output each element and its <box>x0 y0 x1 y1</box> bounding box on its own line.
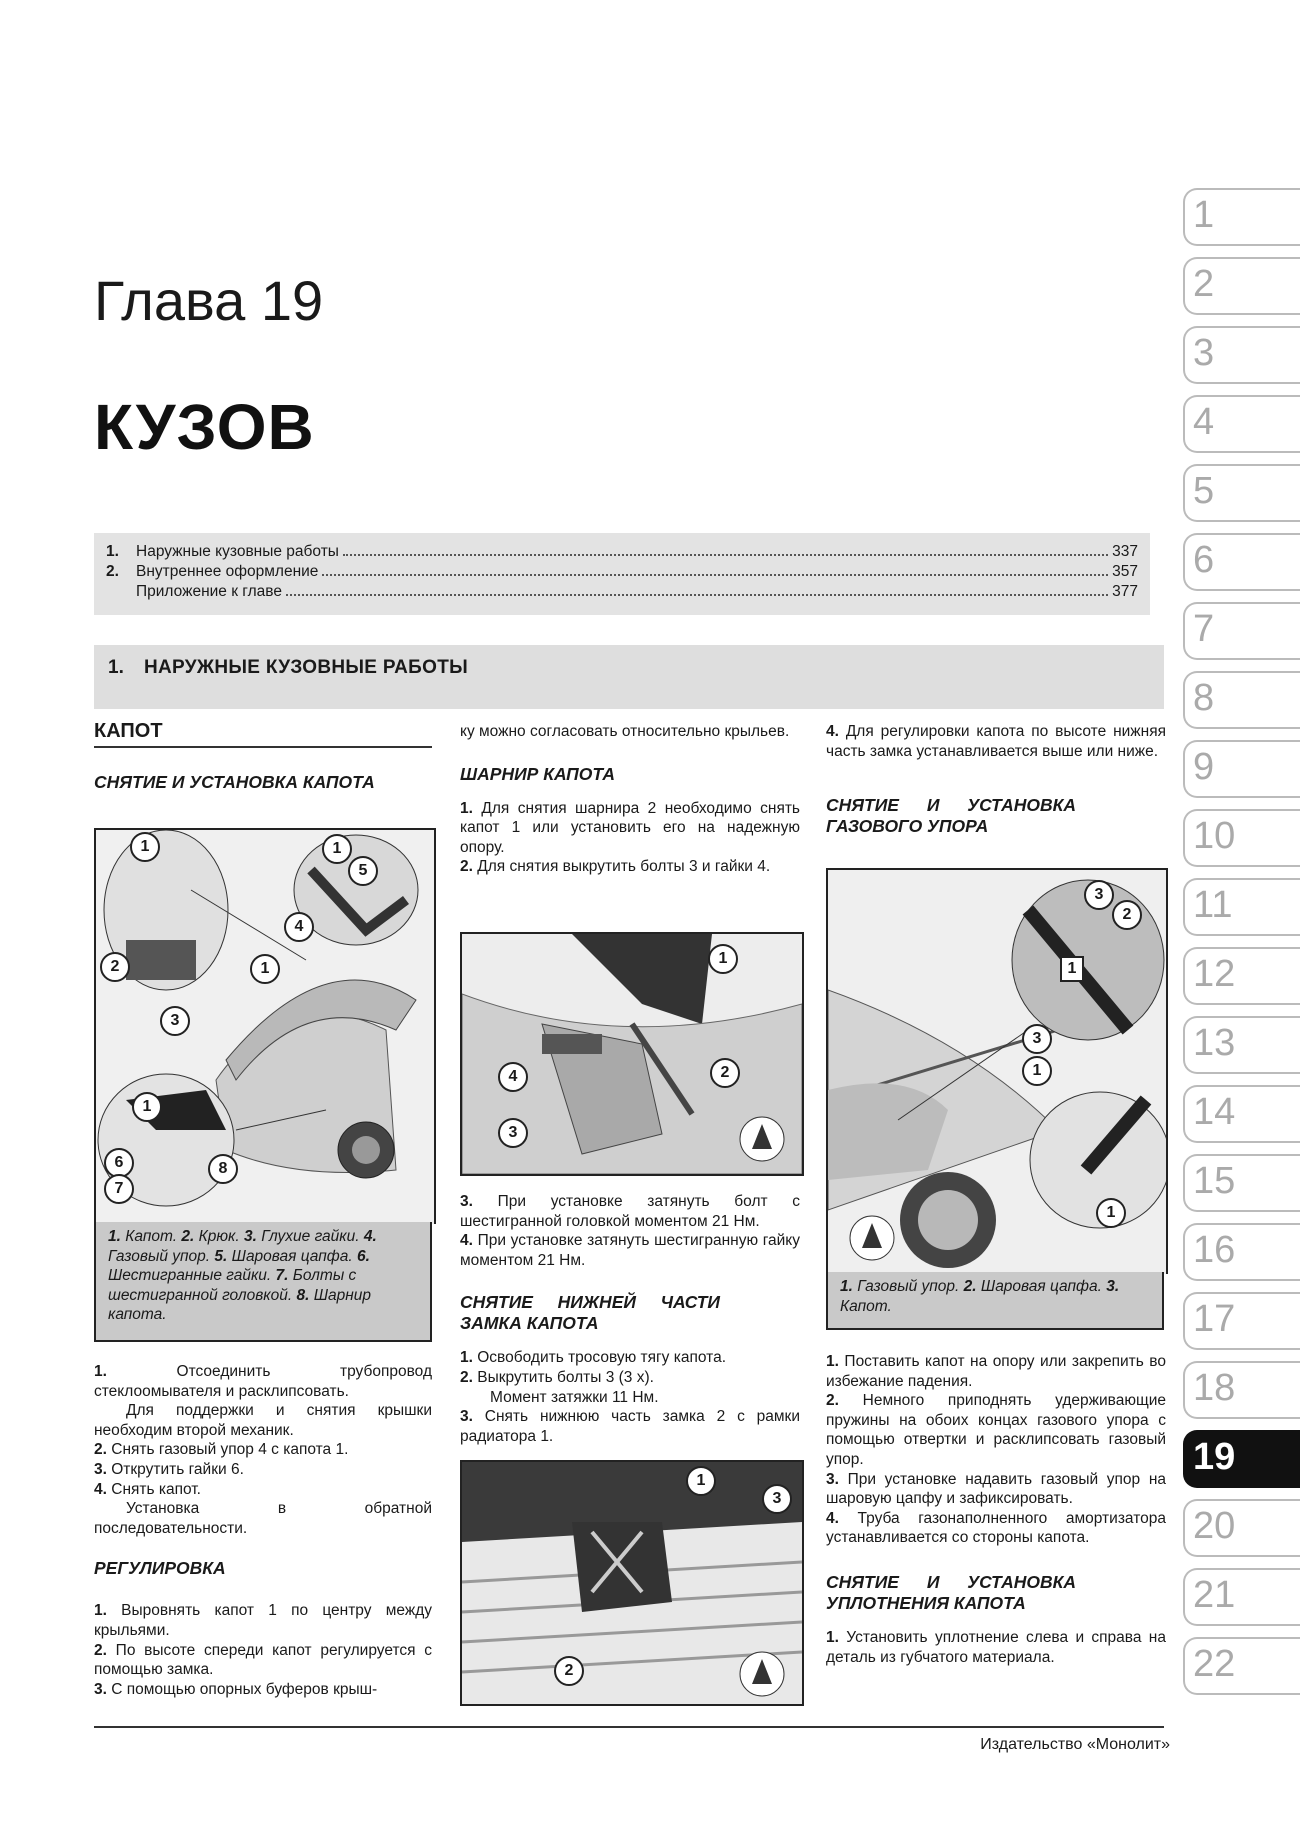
callout-3: 3 <box>762 1484 792 1514</box>
column-3 <box>826 722 1166 837</box>
callout-2: 2 <box>100 952 130 982</box>
step: 4. Снять капот. <box>94 1480 201 1498</box>
subheading-lock: СНЯТИЕ НИЖНЕЙ ЧАСТИ ЗАМКА КАПОТА <box>460 1292 720 1334</box>
step: 1. Освободить тросовую тягу капота. <box>460 1349 727 1367</box>
callout-8: 8 <box>208 1154 238 1184</box>
figure-gas-strut-caption: 1. Газовый упор. 2. Шаровая цапфа. 3. Капот. <box>826 1272 1164 1330</box>
step: 4. Для регулировки капота по высоте нижняя часть замка устанавливается выше или ниже. <box>826 723 1167 760</box>
column-1 <box>94 722 432 793</box>
callout-4: 4 <box>284 912 314 942</box>
callout-6: 6 <box>104 1148 134 1178</box>
step-note: Установка в обратной последовательности. <box>94 1500 432 1537</box>
section-title: НАРУЖНЫЕ КУЗОВНЫЕ РАБОТЫ <box>144 657 469 678</box>
step: 2. Выкрутить болты 3 (3 х). <box>460 1368 654 1386</box>
callout-3: 3 <box>498 1118 528 1148</box>
step: 1. Для снятия шарнира 2 необходимо снять капот 1 или установить его на надежную опору. <box>460 799 801 856</box>
section-header <box>94 645 1164 709</box>
step: 3. При установке надавить газовый упор на шаровую цапфу и зафиксировать. <box>826 1470 1167 1508</box>
callout-2: 2 <box>1112 900 1142 930</box>
chapter-tab[interactable]: 4 <box>1183 395 1300 453</box>
step: 2. Снять газовый упор 4 с капота 1. <box>94 1441 349 1459</box>
toc-page: 337 <box>1112 543 1138 560</box>
chapter-tab-active[interactable]: 19 <box>1183 1430 1300 1488</box>
chapter-tab[interactable]: 8 <box>1183 671 1300 729</box>
toc-num: 1. <box>106 543 119 560</box>
toc-leader <box>343 554 1108 556</box>
chapter-tab[interactable]: 21 <box>1183 1568 1300 1626</box>
chapter-tab[interactable]: 20 <box>1183 1499 1300 1557</box>
chapter-tab[interactable]: 3 <box>1183 326 1300 384</box>
toc-leader <box>286 594 1108 596</box>
toc-leader <box>322 574 1108 576</box>
chapter-tab[interactable]: 9 <box>1183 740 1300 798</box>
step: 3. Открутить гайки 6. <box>94 1460 244 1478</box>
chapter-tab[interactable]: 13 <box>1183 1016 1300 1074</box>
step: 2. Немного приподнять удерживающие пружины на обоих концах газового упора с помощью отвертки и расклипсовать газовый упор. <box>826 1392 1166 1468</box>
column-3-text <box>826 1352 1166 1667</box>
callout-5: 5 <box>348 856 378 886</box>
step: 1. Отсоединить трубопровод стеклоомывателя и расклипсовать. <box>94 1363 432 1400</box>
chapter-tab[interactable]: 10 <box>1183 809 1300 867</box>
column-2 <box>460 722 800 877</box>
chapter-label: Глава 19 <box>94 269 324 332</box>
heading-hood: КАПОТ <box>94 722 432 748</box>
toc-page: 357 <box>1112 563 1138 580</box>
toc-num: 2. <box>106 563 119 580</box>
lock-diagram <box>462 1462 802 1704</box>
step: 1. Поставить капот на опору или закрепить во избежание падения. <box>826 1353 1166 1390</box>
subheading-adjustment: РЕГУЛИРОВКА <box>94 1558 226 1579</box>
toc-text: Приложение к главе <box>136 583 282 600</box>
section-number: 1. <box>108 657 124 678</box>
chapter-tab[interactable]: 18 <box>1183 1361 1300 1419</box>
callout-4: 4 <box>498 1062 528 1092</box>
chapter-tab[interactable]: 5 <box>1183 464 1300 522</box>
subheading-seal: СНЯТИЕ И УСТАНОВКА УПЛОТНЕНИЯ КАПОТА <box>826 1571 1076 1613</box>
figure-hood <box>94 828 436 1224</box>
step: 4. Труба газонаполненного амортизатора устанавливается со стороны капота. <box>826 1509 1166 1547</box>
toc-row[interactable] <box>106 563 1138 583</box>
toc-row[interactable] <box>106 543 1138 563</box>
chapter-tab[interactable]: 7 <box>1183 602 1300 660</box>
publisher-footer: Издательство «Монолит» <box>980 1736 1170 1753</box>
step: 3. При установке затянуть болт с шестигранной головкой моментом 21 Нм. <box>460 1193 801 1230</box>
page-title: КУЗОВ <box>94 391 315 463</box>
chapter-tab[interactable]: 14 <box>1183 1085 1300 1143</box>
step-note: Момент затяжки 11 Нм. <box>490 1388 659 1406</box>
figure-lock <box>460 1460 804 1706</box>
callout-1: 1 <box>1022 1056 1052 1086</box>
step: 3. С помощью опорных буферов крыш- <box>94 1680 378 1698</box>
callout-1: 1 <box>322 834 352 864</box>
callout-3: 3 <box>160 1006 190 1036</box>
chapter-tab[interactable]: 17 <box>1183 1292 1300 1350</box>
callout-1: 1 <box>686 1466 716 1496</box>
chapter-tab[interactable]: 2 <box>1183 257 1300 315</box>
table-of-contents <box>94 533 1150 615</box>
chapter-tab[interactable]: 16 <box>1183 1223 1300 1281</box>
figure-hood-caption: 1. Капот. 2. Крюк. 3. Глухие гайки. 4. Газовый упор. 5. Шаровая цапфа. 6. Шестигранные гайки. 7. Болты с шестигранной головкой. 8. Шарнир капота. <box>94 1222 432 1342</box>
step-note: Для поддержки и снятия крышки необходим второй механик. <box>94 1402 432 1439</box>
callout-7: 7 <box>104 1174 134 1204</box>
callout-3: 3 <box>1084 880 1114 910</box>
footer-divider <box>94 1726 1164 1728</box>
subheading-hood-removal: СНЯТИЕ И УСТАНОВКА КАПОТА <box>94 771 375 792</box>
toc-text: Наружные кузовные работы <box>136 543 339 560</box>
chapter-tab[interactable]: 15 <box>1183 1154 1300 1212</box>
callout-1: 1 <box>1096 1198 1126 1228</box>
continued-text: ку можно согласовать относительно крыльев. <box>460 723 790 740</box>
toc-page: 377 <box>1112 583 1138 600</box>
callout-1: 1 <box>708 944 738 974</box>
callout-1: 1 <box>250 954 280 984</box>
chapter-tab[interactable]: 11 <box>1183 878 1300 936</box>
step: 3. Снять нижнюю часть замка 2 с рамки радиатора 1. <box>460 1408 800 1445</box>
callout-1: 1 <box>132 1092 162 1122</box>
callout-1: 1 <box>130 832 160 862</box>
step: 2. По высоте спереди капот регулируется с помощью замка. <box>94 1641 432 1679</box>
step: 2. Для снятия выкрутить болты 3 и гайки 4. <box>460 858 771 876</box>
callout-1-square: 1 <box>1060 956 1084 982</box>
subheading-hinge: ШАРНИР КАПОТА <box>460 763 616 784</box>
chapter-tab[interactable]: 6 <box>1183 533 1300 591</box>
callout-2: 2 <box>710 1058 740 1088</box>
step: 1. Выровнять капот 1 по центру между крыльями. <box>94 1602 432 1639</box>
toc-text: Внутреннее оформление <box>136 563 319 580</box>
figure-hinge <box>460 932 804 1176</box>
toc-row[interactable] <box>106 583 1138 603</box>
subheading-gas-strut: СНЯТИЕ И УСТАНОВКА ГАЗОВОГО УПОРА <box>826 795 1076 837</box>
step: 1. Установить уплотнение слева и справа на деталь из губчатого материала. <box>826 1628 1166 1666</box>
chapter-tab[interactable]: 22 <box>1183 1637 1300 1695</box>
callout-3: 3 <box>1022 1024 1052 1054</box>
step: 4. При установке затянуть шестигранную гайку моментом 21 Нм. <box>460 1232 800 1269</box>
column-2-text <box>460 1192 800 1446</box>
figure-gas-strut <box>826 868 1168 1274</box>
chapter-tab[interactable]: 12 <box>1183 947 1300 1005</box>
callout-2: 2 <box>554 1656 584 1686</box>
column-1-text <box>94 1362 432 1699</box>
chapter-tab[interactable]: 1 <box>1183 188 1300 246</box>
hood-diagram <box>96 830 434 1224</box>
